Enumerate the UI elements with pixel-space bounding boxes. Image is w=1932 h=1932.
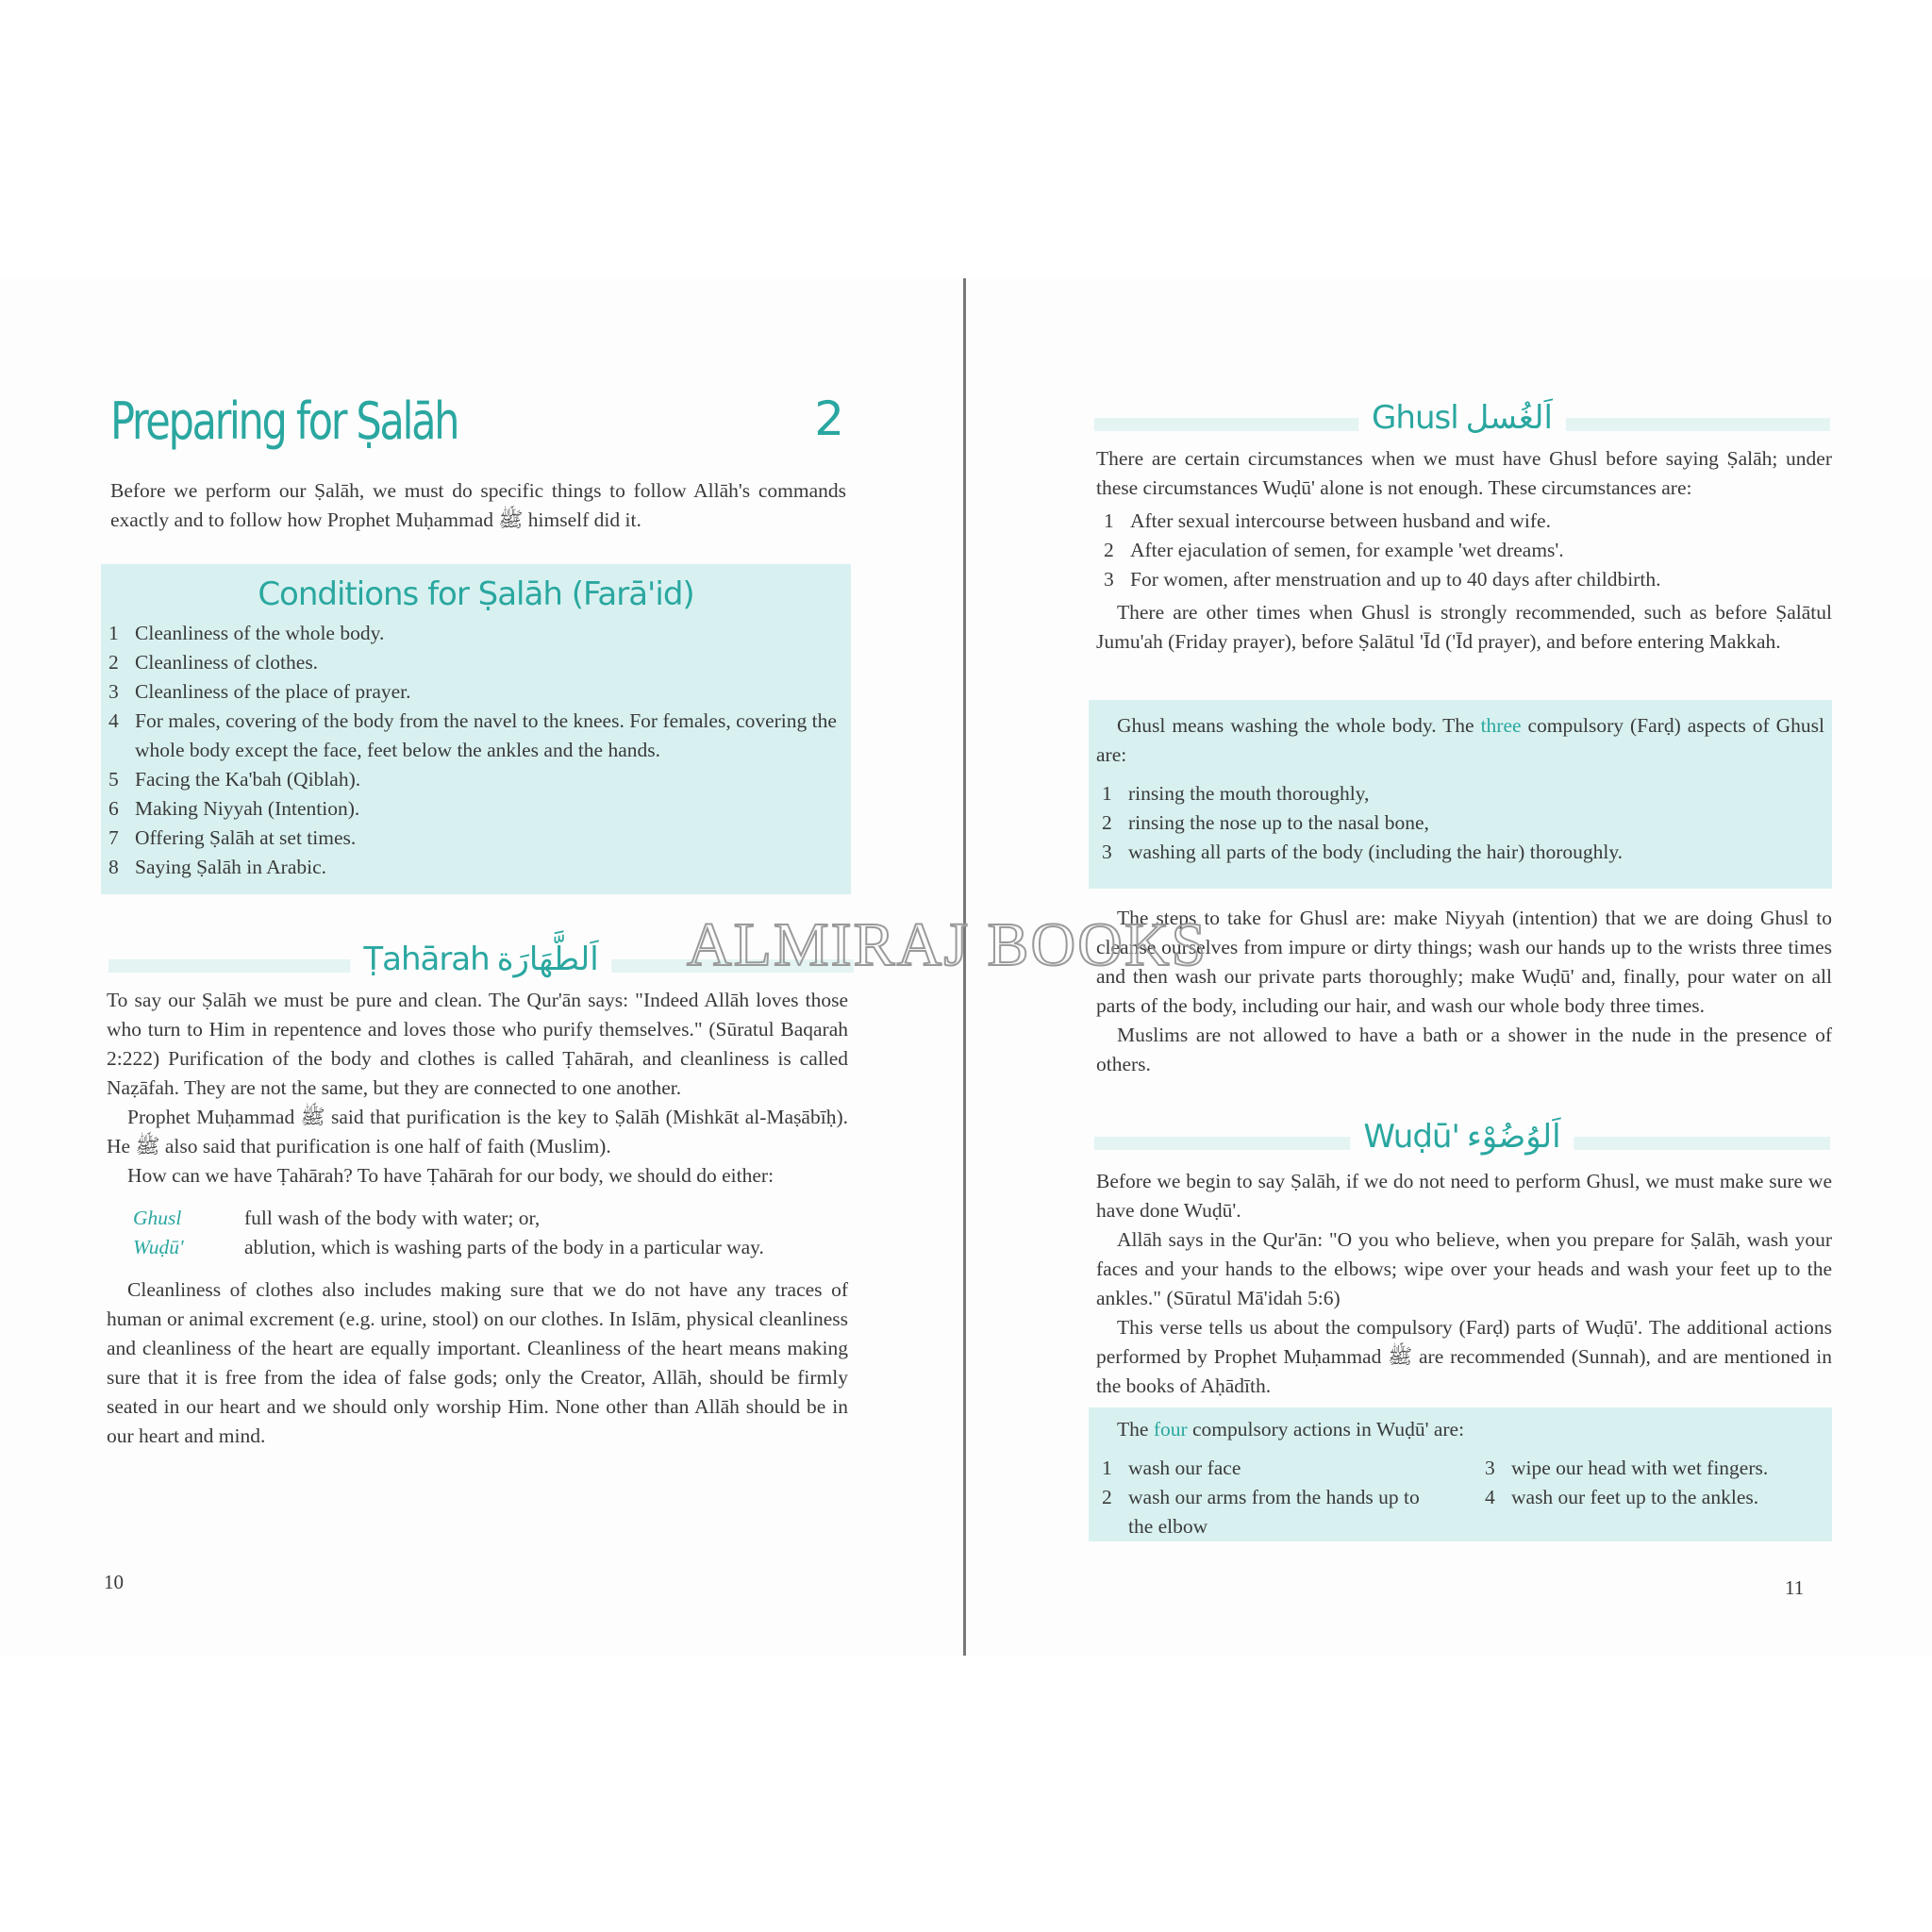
conditions-title: Conditions for Ṣalāh (Farā'id) [258, 575, 694, 613]
list-item-text: Cleanliness of the place of prayer. [135, 680, 411, 703]
list-item [101, 619, 841, 648]
list-item-text: Offering Ṣalāh at set times. [135, 826, 357, 849]
list-item-text: For women, after menstruation and up to 40 days after childbirth. [1130, 568, 1661, 591]
definition-row [107, 1204, 848, 1233]
wudu-actions-columns [1089, 1454, 1832, 1541]
list-number: 1 [1102, 782, 1112, 805]
list-number: 6 [108, 797, 119, 820]
list-item-text: wash our face [1128, 1457, 1241, 1479]
list-item-text: Making Niyyah (Intention). [135, 797, 360, 820]
list-item-text: Cleanliness of clothes. [135, 651, 319, 674]
taharah-paragraph-4: Cleanliness of clothes also includes making sure that we do not have any traces of human or animal excrement (e.g. urine, stool) on our clothes. In Islām, physical cleanliness and cleanliness of the heart are equally important. Cleanliness of the heart means making sure that it is free from the idea of false gods; only the Creator, Allāh, should be firmly seated in our heart and we should only worship Him. None other than Allāh should be in our heart and mind. [107, 1278, 848, 1447]
list-item [1096, 565, 1832, 594]
list-number: 3 [1104, 568, 1114, 591]
wudu-heading [1094, 1118, 1830, 1169]
wudu-actions-column-2 [1477, 1454, 1832, 1541]
ghusl-paragraph-3: The steps to take for Ghusl are: make Niyyah (intention) that we are doing Ghusl to cleanse ourselves from impure or dirty things; wash our hands up to the wrists three times and then wash our private parts thoroughly; make Wuḍū' and, finally, pour water on all parts of the body, including our hair, and wash our whole body three times. [1096, 907, 1832, 1017]
wudu-arabic-title: اَلوُضُوْء [1466, 1118, 1561, 1156]
list-item-text: wash our arms from the hands up to the elbow [1128, 1486, 1420, 1538]
list-item [101, 853, 841, 882]
list-item [1477, 1483, 1832, 1512]
watermark: ALMIRAJ BOOKS [687, 910, 1208, 979]
wudu-paragraph-2: Allāh says in the Qur'ān: "O you who believe, when you prepare for Ṣalāh, wash your faces and your hands to the elbows; wipe over your heads and wash your feet up to the ankles." (Sūratul Mā'idah 5:6) [1096, 1228, 1832, 1309]
taharah-paragraph-3: How can we have Ṭahārah? To have Ṭahārah for our body, we should do either: [127, 1164, 774, 1187]
highlight-four: four [1153, 1418, 1188, 1441]
list-item [101, 824, 841, 853]
list-item-text: After sexual intercourse between husband and wife. [1130, 509, 1551, 532]
list-item [1096, 536, 1832, 565]
list-item-text: rinsing the mouth thoroughly, [1128, 782, 1370, 805]
page-number-right: 11 [1785, 1576, 1805, 1599]
taharah-body [107, 986, 848, 1451]
highlight-three: three [1480, 714, 1522, 737]
list-item [1094, 779, 1832, 808]
definition-description: full wash of the body with water; or, [244, 1207, 541, 1229]
list-number: 2 [1102, 1486, 1112, 1508]
list-number: 4 [108, 709, 119, 732]
list-number: 4 [1485, 1486, 1495, 1508]
chapter-title: Preparing for Ṣalāh [110, 391, 458, 451]
list-item [1094, 808, 1832, 838]
definition-row [107, 1233, 848, 1262]
taharah-title: Ṭahārah [363, 941, 490, 978]
list-number: 1 [1104, 509, 1114, 532]
ghusl-compulsory-box [1089, 700, 1832, 889]
list-number: 3 [1485, 1457, 1495, 1479]
wudu-paragraph-1: Before we begin to say Ṣalāh, if we do not need to perform Ghusl, we must make sure we have done Wuḍū'. [1096, 1170, 1832, 1222]
list-number: 7 [108, 826, 119, 849]
list-item-text: After ejaculation of semen, for example 'wet dreams'. [1130, 539, 1564, 561]
definition-list [107, 1204, 848, 1262]
intro-paragraph: Before we perform our Ṣalāh, we must do specific things to follow Allāh's commands exactly and to follow how Prophet Muḥammad ﷺ himself did it. [110, 479, 846, 531]
taharah-paragraph-1: To say our Ṣalāh we must be pure and clean. The Qur'ān says: "Indeed Allāh loves those who turn to Him in repentence and loves those who purify themselves." (Sūratul Baqarah 2:222) Purification of the body and clothes is called Ṭahārah, and cleanliness is called Naẓāfah. They are not the same, but they are connected to one another. [107, 989, 848, 1099]
chapter-number: 2 [814, 391, 844, 446]
list-number: 2 [1104, 539, 1114, 561]
list-item [101, 794, 841, 824]
ghusl-compulsory-list [1089, 779, 1832, 867]
list-item-text: wash our feet up to the ankles. [1511, 1486, 1759, 1508]
list-item [1477, 1454, 1832, 1483]
ghusl-body [1096, 444, 1832, 657]
list-item-text: Cleanliness of the whole body. [135, 622, 385, 644]
list-item [101, 765, 841, 794]
list-item [101, 677, 841, 707]
wudu-actions-column-1 [1089, 1454, 1477, 1541]
ghusl-arabic-title: اَلغُسل [1465, 399, 1553, 437]
list-item-text: wipe our head with wet fingers. [1511, 1457, 1769, 1479]
definition-term: Ghusl [133, 1207, 182, 1229]
list-number: 1 [108, 622, 119, 644]
list-item [1094, 1483, 1449, 1541]
list-item-text: Facing the Ka'bah (Qiblah). [135, 768, 361, 791]
ghusl-paragraph-4: Muslims are not allowed to have a bath or a shower in the nude in the presence of others. [1096, 1024, 1832, 1075]
list-number: 2 [108, 651, 119, 674]
list-item-text: For males, covering of the body from the navel to the knees. For females, covering the whole body except the face, feet below the ankles and the hands. [135, 709, 837, 761]
ghusl-circumstances-list [1096, 507, 1832, 594]
conditions-box [101, 564, 851, 894]
list-item-text: washing all parts of the body (including the hair) thoroughly. [1128, 841, 1624, 863]
list-number: 8 [108, 856, 119, 878]
list-item [1094, 1454, 1449, 1483]
taharah-arabic-title: اَلطَّهَارَة [496, 941, 599, 978]
list-item-text: rinsing the nose up to the nasal bone, [1128, 811, 1429, 834]
list-number: 5 [108, 768, 119, 791]
list-item [101, 648, 841, 677]
wudu-paragraph-3: This verse tells us about the compulsory (Farḍ) parts of Wuḍū'. The additional actions performed by Prophet Muḥammad ﷺ are recommended (Sunnah), and are mentioned in the books of Aḥādīth. [1096, 1316, 1832, 1397]
list-item [101, 707, 841, 765]
definition-description: ablution, which is washing parts of the body in a particular way. [244, 1236, 764, 1258]
ghusl-paragraph-1: There are certain circumstances when we must have Ghusl before saying Ṣalāh; under these circumstances Wuḍū' alone is not enough. These circumstances are: [1096, 447, 1832, 499]
wudu-title: Wuḍū' [1363, 1118, 1459, 1156]
list-number: 3 [1102, 841, 1112, 863]
wudu-compulsory-box [1089, 1407, 1832, 1541]
list-item [1094, 838, 1832, 867]
taharah-paragraph-2: Prophet Muḥammad ﷺ said that purification is the key to Ṣalāh (Mishkāt al-Maṣābīḥ). He ﷺ also said that purification is one half of faith (Muslim). [107, 1106, 848, 1158]
list-number: 1 [1102, 1457, 1112, 1479]
page-number-left: 10 [104, 1571, 124, 1593]
wudu-box-intro: The four compulsory actions in Wuḍū' are: [1117, 1418, 1465, 1441]
ghusl-title: Ghusl [1372, 399, 1458, 437]
wudu-body [1096, 1167, 1832, 1401]
list-number: 3 [108, 680, 119, 703]
ghusl-paragraph-2: There are other times when Ghusl is strongly recommended, such as before Ṣalātul Jumu'ah (Friday prayer), before Ṣalātul 'Īd ('Īd prayer), and before entering Makkah. [1096, 601, 1832, 653]
list-item-text: Saying Ṣalāh in Arabic. [135, 856, 327, 878]
chapter-header [110, 391, 846, 467]
conditions-list [101, 619, 851, 882]
list-number: 2 [1102, 811, 1112, 834]
list-item [1096, 507, 1832, 536]
ghusl-heading [1094, 399, 1830, 450]
definition-term: Wuḍū' [133, 1236, 184, 1258]
ghusl-box-intro: Ghusl means washing the whole body. The three compulsory (Farḍ) aspects of Ghusl are: [1096, 714, 1825, 766]
